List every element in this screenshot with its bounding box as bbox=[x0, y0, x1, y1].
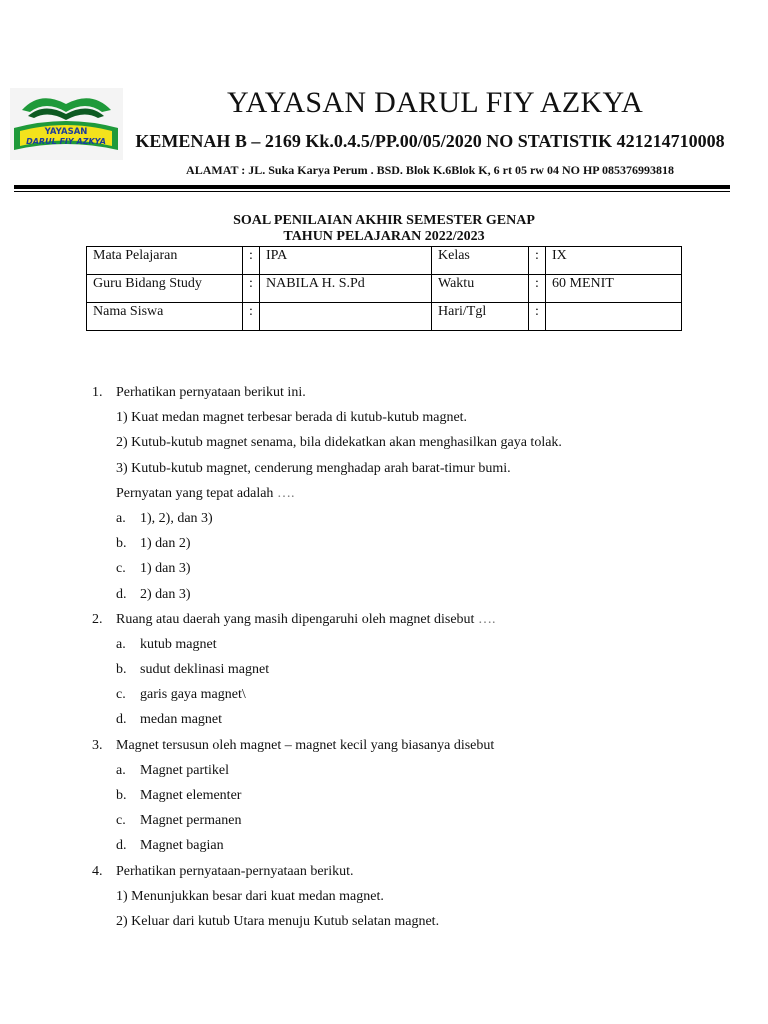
option bbox=[92, 707, 712, 732]
exam-title-line1: SOAL PENILAIAN AKHIR SEMESTER GENAP bbox=[233, 213, 535, 228]
statement: 3) Kutub-kutub magnet, cenderung menghadap arah barat-timur bumi. bbox=[116, 460, 511, 476]
yayasan-logo bbox=[10, 88, 123, 160]
question-4 bbox=[92, 859, 712, 884]
question-2 bbox=[92, 607, 712, 632]
option-letter: a. bbox=[116, 510, 126, 526]
value-date bbox=[546, 303, 682, 331]
option-text: 2) dan 3) bbox=[140, 586, 191, 602]
question-list bbox=[92, 380, 712, 934]
institution-title: YAYASAN DARUL FIY AZKYA bbox=[226, 86, 644, 119]
exam-title bbox=[86, 213, 682, 245]
option-text: Magnet bagian bbox=[140, 838, 224, 854]
label-student-name: Nama Siswa bbox=[87, 303, 243, 331]
option bbox=[92, 582, 712, 607]
option-text: garis gaya magnet\ bbox=[140, 687, 246, 703]
option-letter: c. bbox=[116, 813, 126, 829]
header-divider-thick bbox=[14, 185, 730, 189]
question-number: 2. bbox=[92, 611, 103, 627]
option-text: Magnet partikel bbox=[140, 762, 230, 778]
exam-info-table bbox=[86, 246, 682, 331]
colon: : bbox=[243, 275, 260, 303]
address-line: ALAMAT : JL. Suka Karya Perum . BSD. Blok K.6Blok K, 6 rt 05 rw 04 NO HP 085376993818 bbox=[186, 163, 674, 177]
colon: : bbox=[529, 247, 546, 275]
question-3 bbox=[92, 733, 712, 758]
option-letter: c. bbox=[116, 561, 126, 577]
label-teacher: Guru Bidang Study bbox=[87, 275, 243, 303]
value-teacher: NABILA H. S.Pd bbox=[260, 275, 432, 303]
statement: 1) Menunjukkan besar dari kuat medan magnet. bbox=[116, 888, 384, 904]
blank-dots: …. bbox=[477, 611, 496, 627]
statement: 1) Kuat medan magnet terbesar berada di kutub-kutub magnet. bbox=[116, 410, 468, 426]
question-number: 4. bbox=[92, 863, 103, 879]
statement: 2) Keluar dari kutub Utara menuju Kutub selatan magnet. bbox=[116, 913, 440, 929]
registration-line: KEMENAH B – 2169 Kk.0.4.5/PP.00/05/2020 NO STATISTIK 421214710008 bbox=[135, 131, 725, 151]
option bbox=[92, 682, 712, 707]
colon: : bbox=[243, 247, 260, 275]
option-letter: b. bbox=[116, 536, 127, 552]
option-text: Magnet permanen bbox=[140, 813, 242, 829]
question-text: Magnet tersusun oleh magnet – magnet kecil yang biasanya disebut bbox=[116, 737, 495, 753]
label-class: Kelas bbox=[432, 247, 529, 275]
option-letter: c. bbox=[116, 687, 126, 703]
prompt-text: Pernyatan yang tepat adalah bbox=[116, 485, 274, 501]
logo-text-bottom: DARUL FIY AZKYA bbox=[26, 137, 106, 146]
info-row bbox=[87, 247, 682, 275]
option-text: 1) dan 3) bbox=[140, 561, 191, 577]
option bbox=[92, 531, 712, 556]
option bbox=[92, 657, 712, 682]
question-text: Perhatikan pernyataan-pernyataan berikut. bbox=[116, 863, 354, 879]
option-text: 1), 2), dan 3) bbox=[140, 510, 213, 526]
info-row bbox=[87, 303, 682, 331]
logo-text-top: YAYASAN bbox=[44, 127, 88, 137]
question-1 bbox=[92, 380, 712, 405]
statement-prompt bbox=[92, 481, 712, 506]
option-text: Magnet elementer bbox=[140, 788, 242, 803]
option-text: kutub magnet bbox=[140, 636, 217, 652]
option-text: 1) dan 2) bbox=[140, 536, 191, 552]
colon: : bbox=[529, 275, 546, 303]
option-letter: d. bbox=[116, 838, 127, 854]
option-text: medan magnet bbox=[140, 712, 223, 728]
option bbox=[92, 808, 712, 833]
option bbox=[92, 556, 712, 581]
exam-title-line2: TAHUN PELAJARAN 2022/2023 bbox=[283, 229, 485, 244]
colon: : bbox=[529, 303, 546, 331]
option bbox=[92, 506, 712, 531]
value-subject: IPA bbox=[260, 247, 432, 275]
option-letter: d. bbox=[116, 586, 127, 602]
blank-dots: …. bbox=[276, 485, 295, 501]
option bbox=[92, 833, 712, 858]
option-letter: d. bbox=[116, 712, 127, 728]
question-number: 3. bbox=[92, 737, 103, 753]
option-letter: b. bbox=[116, 788, 127, 803]
value-time: 60 MENIT bbox=[546, 275, 682, 303]
statement: 2) Kutub-kutub magnet senama, bila didekatkan akan menghasilkan gaya tolak. bbox=[116, 435, 562, 451]
question-text: Ruang atau daerah yang masih dipengaruhi oleh magnet disebut bbox=[116, 611, 475, 627]
colon: : bbox=[243, 303, 260, 331]
label-time: Waktu bbox=[432, 275, 529, 303]
question-number: 1. bbox=[92, 385, 103, 400]
option-letter: b. bbox=[116, 662, 127, 678]
info-row bbox=[87, 275, 682, 303]
label-subject: Mata Pelajaran bbox=[87, 247, 243, 275]
value-class: IX bbox=[546, 247, 682, 275]
value-student-name bbox=[260, 303, 432, 331]
option-letter: a. bbox=[116, 636, 126, 652]
header-divider-thin bbox=[14, 191, 730, 192]
question-text: Perhatikan pernyataan berikut ini. bbox=[116, 385, 306, 400]
option-letter: a. bbox=[116, 762, 126, 778]
label-date: Hari/Tgl bbox=[432, 303, 529, 331]
option bbox=[92, 758, 712, 783]
option bbox=[92, 632, 712, 657]
option bbox=[92, 783, 712, 808]
option-text: sudut deklinasi magnet bbox=[140, 662, 270, 678]
